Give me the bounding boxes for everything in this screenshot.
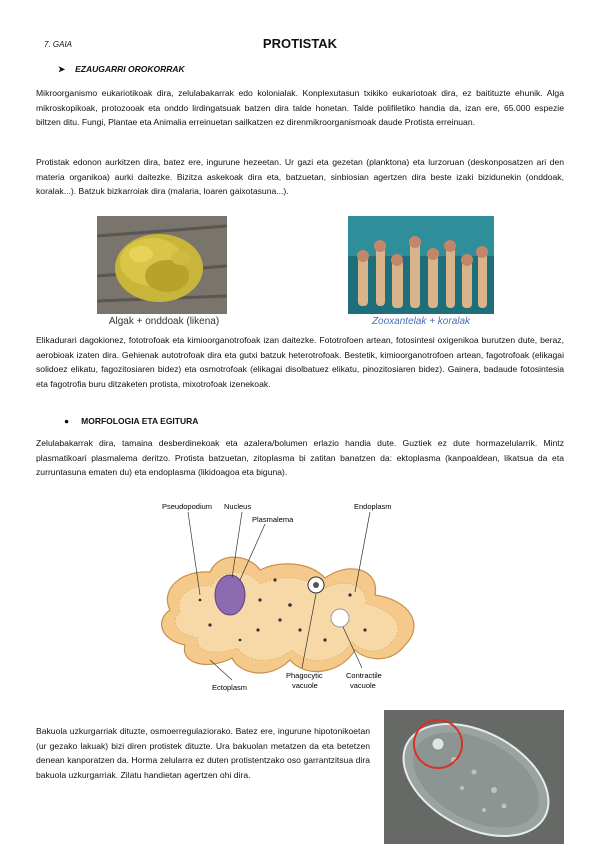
label-plasmalema: Plasmalema (252, 515, 294, 524)
dot-bullet-icon: ● (64, 416, 70, 426)
section-heading-morphology (64, 416, 198, 426)
page-title: PROTISTAK (262, 36, 338, 51)
contractile-vacuole (331, 609, 349, 627)
label-endoplasm: Endoplasm (354, 502, 392, 511)
label-contractile: Contractile (346, 671, 382, 680)
unit-label: 7. GAIA (44, 40, 73, 49)
section-heading-text: MORFOLOGIA ETA EGITURA (81, 416, 199, 426)
section-heading-text: EZAUGARRI OROKORRAK (75, 64, 185, 74)
paragraph-5: Bakuola uzkurgarriak dituzte, osmoerregulaziorako. Batez ere, ingurune hipotonikoetan (ur gezako lakuak) bizi diren protistek dituzte. Ura bakuolan metatzen da eta betetzen denean kanporatzen da. Horma zelularra ez duten protistentzako oso garrantzitsua dira bakuola uzkurgarriak. Zilatu handietan agertzen ohi dira. (36, 726, 370, 780)
lichen-image (97, 216, 227, 314)
label-pseudopodium: Pseudopodium (162, 502, 213, 511)
paramecium-micrograph (384, 710, 564, 844)
label-ectoplasm: Ectoplasm (212, 683, 248, 692)
label-nucleus: Nucleus (224, 502, 252, 511)
arrow-bullet-icon: ➤ (58, 64, 66, 74)
label-phagocytic-vacuole: vacuole (292, 681, 318, 690)
lichen-caption: Algak + onddoak (likena) (108, 316, 220, 327)
paragraph-2: Protistak edonon aurkitzen dira, batez ere, ingurune hezeetan. Ur gazi eta gezetan (planktona) eta lurzoruan (deskonposatzen ari den materia organikoa) aurki daitezke. Bizitza askekoak dira eta, batzuetan, sinbiosian agertzen dira beste izaki bizidunekin (onddoak, koralak...). Batzuk bizkarroiak dira (malaria, loaren gaixotasuna...). (36, 157, 564, 196)
paragraph-3: Elikadurari dagokionez, fototrofoak eta kimioorganotrofoak izan daitezke. Fototrofoen artean, fotosintesi oxigenikoa burutzen dute, beraz, aerobioak izaten dira. Gehienak autotrofoak dira eta gutxi batzuk heterotrofoak. Bestetik, kimioorganotrofoen artean, fagotrofoak (elikagai solidoez elikatu, fagozitosiaren bidez) eta osmotrofoak (elikagai disolbatuez elikatu, pinozitosiaren bidez). Gainera, badaude fotosintesia eta fagotrofia buru ditzaketen protista, mixotrofoak izenekoak. (36, 335, 564, 389)
paragraph-4: Zelulabakarrak dira, tamaina desberdinekoak eta azalera/bolumen erlazio handia dute. Guztiek ez dute hormazelularrik. Mintz plasmatikoari plasmalema deritzo. Protista batzuetan, zitoplasma bi zatitan banatzen da: ektoplasma (kanpoaldean, likatsua da eta zurruntasuna ematen du) eta endoplasma (likidoagoa eta biguna). (36, 438, 564, 477)
label-contractile-vacuole: vacuole (350, 681, 376, 690)
coral-image (348, 216, 494, 314)
amoeba-diagram (140, 500, 440, 700)
nucleus (215, 575, 245, 615)
coral-caption: Zooxantelak + koralak (371, 316, 471, 327)
paragraph-1: Mikroorganismo eukariotikoak dira, zelulabakarrak edo kolonialak. Konplexutasun txikiko eukariotoak dira, ez baitituzte ehunik. Alga mikroskopikoak, protozooak eta onddo lirdingatsuak batzen dira talde honetan. Talde polifiletiko handia da, izan ere, 65.000 espezie biltzen ditu. Fungi, Plantae eta Animalia erreinuetan sailkatzen ez direnmikroorganismoak daude Protista erreinuan. (36, 88, 564, 127)
section-heading-general (58, 64, 185, 75)
label-phagocytic: Phagocytic (286, 671, 323, 680)
